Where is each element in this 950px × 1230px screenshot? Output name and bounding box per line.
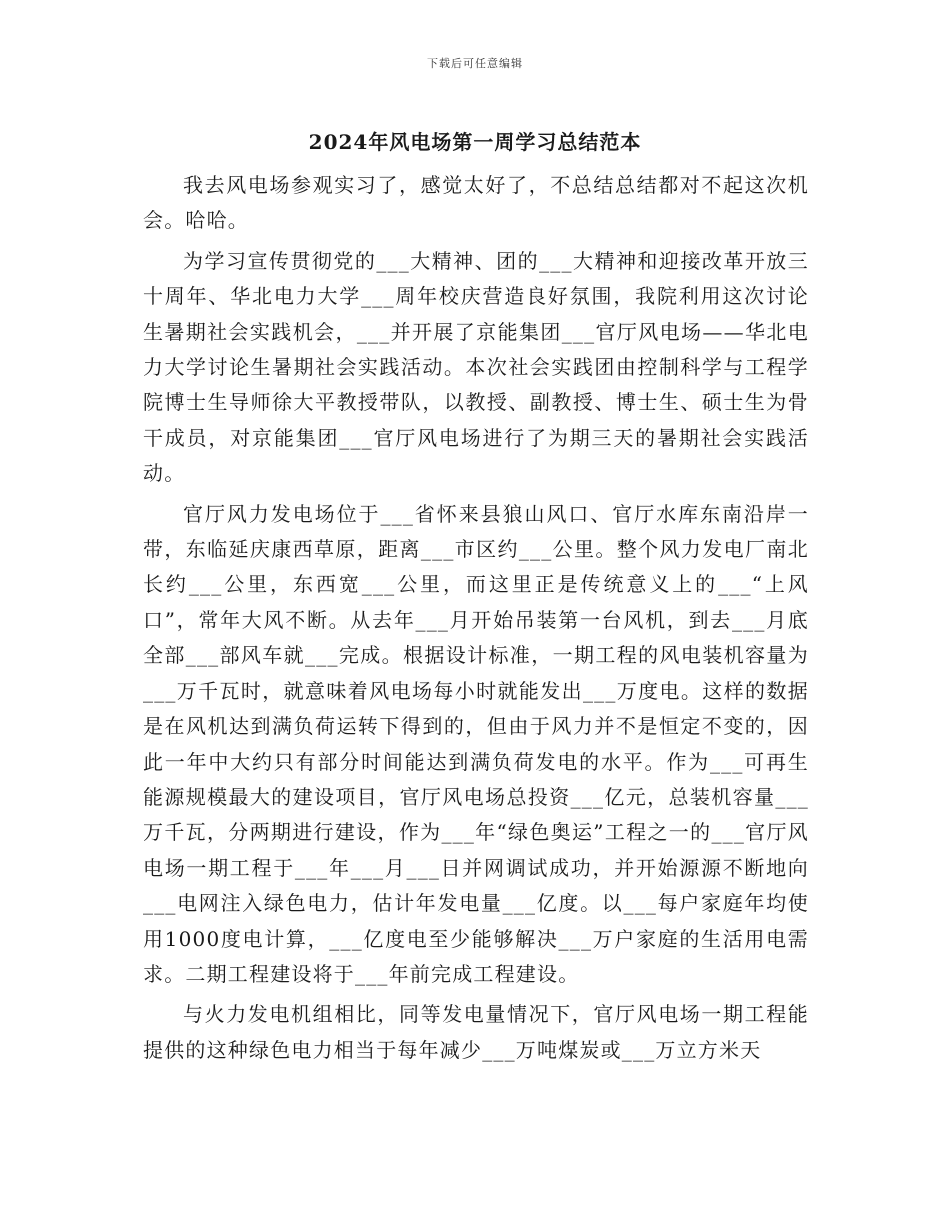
header-note: 下载后可任意编辑 <box>427 57 523 70</box>
paragraph: 与火力发电机组相比，同等发电量情况下，官厅风电场一期工程能提供的这种绿色电力相当于每年减少___万吨煤炭或___万立方米天 <box>143 1002 809 1062</box>
paragraph: 我去风电场参观实习了，感觉太好了，不总结总结都对不起这次机会。哈哈。 <box>143 173 809 233</box>
document-body <box>143 168 809 1073</box>
paragraph: 官厅风力发电场位于___省怀来县狼山风口、官厅水库东南沿岸一带，东临延庆康西草原，距离___市区约___公里。整个风力发电厂南北长约___公里，东西宽___公里，而这里正是传统意义上的___“上风口”，常年大风不断。从去年___月开始吊装第一台风机，到去___月底全部___部风车就___完成。根据设计标准，一期工程的风电装机容量为___万千瓦时，就意味着风电场每小时就能发出___万度电。这样的数据是在风机达到满负荷运转下得到的，但由于风力并不是恒定不变的，因此一年中大约只有部分时间能达到满负荷发电的水平。作为___可再生能源规模最大的建设项目，官厅风电场总投资___亿元，总装机容量___万千瓦，分两期进行建设，作为___年“绿色奥运”工程之一的___官厅风电场一期工程于___年___月___日并网调试成功，并开始源源不断地向___电网注入绿色电力，估计年发电量___亿度。以___每户家庭年均使用1000度电计算，___亿度电至少能够解决___万户家庭的生活用电需求。二期工程建设将于___年前完成工程建设。 <box>143 501 809 986</box>
paragraph: 为学习宣传贯彻党的___大精神、团的___大精神和迎接改革开放三十周年、华北电力大学___周年校庆营造良好氛围，我院利用这次讨论生暑期社会实践机会，___并开展了京能集团___官厅风电场——华北电力大学讨论生暑期社会实践活动。本次社会实践团由控制科学与工程学院博士生导师徐大平教授带队，以教授、副教授、博士生、硕士生为骨干成员，对京能集团___官厅风电场进行了为期三天的暑期社会实践活动。 <box>143 248 809 486</box>
document-title: 2024年风电场第一周学习总结范本 <box>308 130 642 154</box>
